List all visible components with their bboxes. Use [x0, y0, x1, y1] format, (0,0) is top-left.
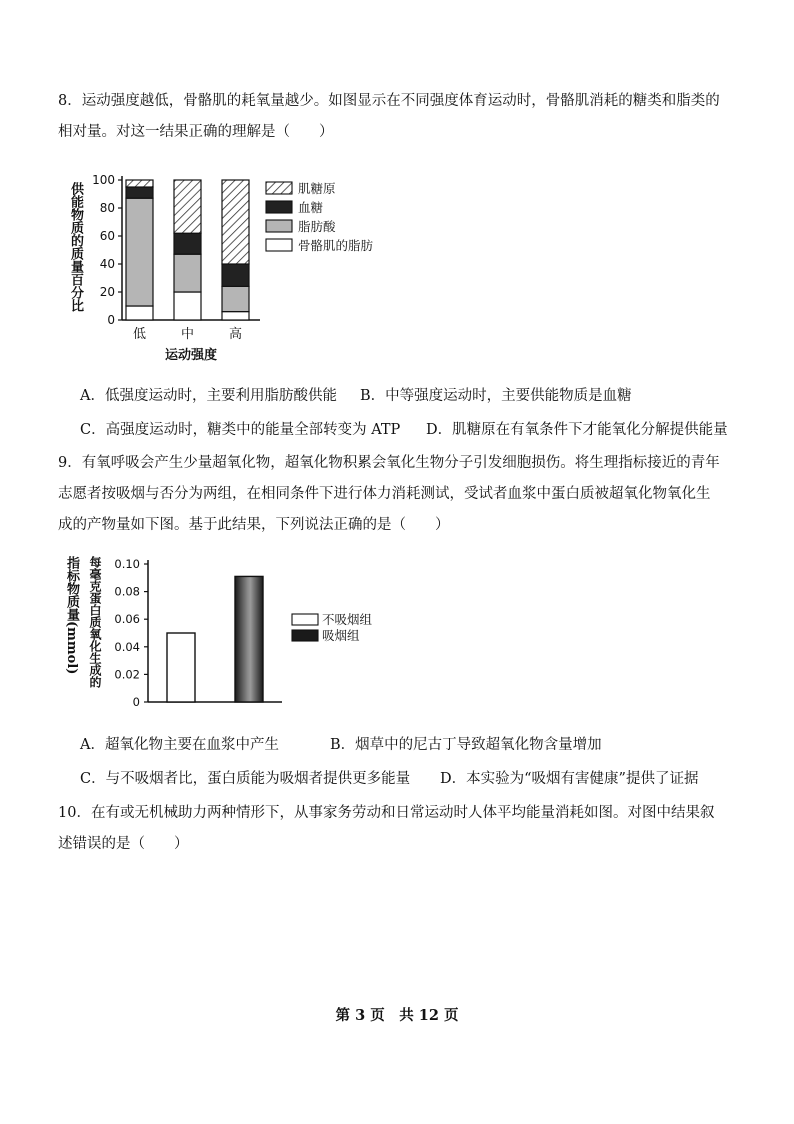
chart2-y-tick-label: 0.08	[114, 584, 140, 599]
chart2-y-tick-label: 0	[132, 695, 140, 709]
chart1-legend-swatch	[266, 239, 292, 251]
q9-option-a: A．超氧化物主要在血浆中产生	[80, 737, 279, 753]
chart1-legend-label: 肌糖原	[298, 181, 336, 196]
chart1-bar-segment	[222, 180, 249, 264]
chart1-bar-segment	[126, 306, 153, 320]
chart1-y-tick-label: 80	[99, 201, 115, 215]
chart2-y-tick-label: 0.04	[114, 639, 140, 654]
question-10-line-2: 述错误的是（ ）	[58, 836, 189, 852]
question-10	[58, 798, 748, 860]
chart1-x-tick-label: 低	[132, 327, 147, 342]
q8-option-a: A．低强度运动时，主要利用脂肪酸供能	[80, 388, 337, 404]
chart2-y-tick-label: 0.02	[114, 667, 140, 682]
question-9-line-3: 成的产物量如下图。基于此结果，下列说法正确的是（ ）	[58, 517, 450, 533]
chart1-bar-segment	[126, 198, 153, 306]
chart1-bar-segment	[174, 180, 201, 233]
oxidation-product-bar-chart	[60, 552, 400, 712]
chart2-legend-label: 吸烟组	[322, 628, 360, 643]
chart1-y-axis-label: 供能物质的质量百分比	[68, 182, 83, 312]
chart2-y-axis-label-inner: 每毫克蛋白质氧化生成的	[88, 556, 102, 688]
q9-option-b: B．烟草中的尼古丁导致超氧化物含量增加	[330, 737, 602, 753]
chart1-bar-segment	[174, 233, 201, 254]
question-8-line-2: 相对量。对这一结果正确的理解是（ ）	[58, 124, 334, 140]
q9-option-c: C．与不吸烟者比，蛋白质能为吸烟者提供更多能量	[80, 771, 411, 787]
question-8-line-1: 8．运动强度越低，骨骼肌的耗氧量越少。如图显示在不同强度体育运动时，骨骼肌消耗的糖类和脂类的	[58, 93, 720, 109]
chart1-y-tick-label: 0	[107, 313, 115, 327]
q8-option-b: B．中等强度运动时，主要供能物质是血糖	[360, 388, 632, 404]
chart2-legend-swatch	[292, 614, 318, 625]
q9-option-d: D．本实验为“吸烟有害健康”提供了证据	[440, 771, 699, 787]
chart1-y-tick-label: 100	[92, 173, 115, 187]
chart1-x-tick-label: 中	[180, 327, 195, 342]
chart1-legend-label: 脂肪酸	[298, 219, 336, 234]
chart2-bar	[235, 576, 263, 702]
chart1-y-tick-label: 60	[99, 229, 115, 243]
chart1-bar-segment	[222, 264, 249, 286]
chart1-y-tick-label: 40	[99, 257, 115, 271]
chart2-y-tick-label: 0.06	[114, 612, 140, 627]
chart2-bar	[167, 633, 195, 702]
question-9	[58, 448, 748, 541]
chart2-legend-label: 不吸烟组	[322, 612, 373, 627]
chart1-x-tick-label: 高	[228, 327, 243, 342]
chart2-y-tick-label: 0.10	[114, 557, 140, 571]
question-9-line-1: 9．有氧呼吸会产生少量超氧化物，超氧化物积累会氧化生物分子引发细胞损伤。将生理指标接近的青年	[58, 455, 720, 471]
chart1-bar-segment	[222, 312, 249, 320]
page-number: 第 3 页 共 12 页	[335, 1007, 459, 1024]
chart1-bar-segment	[174, 254, 201, 292]
question-10-line-1: 10．在有或无机械助力两种情形下，从事家务劳动和日常运动时人体平均能量消耗如图。对图中结果叙	[58, 805, 715, 821]
chart1-bar-segment	[126, 187, 153, 198]
chart1-legend-swatch	[266, 182, 292, 194]
chart1-bar-segment	[222, 286, 249, 311]
chart2-y-axis-label-outer: 指标物质量(mmol)	[64, 556, 79, 675]
chart1-x-axis-label: 运动强度	[165, 348, 218, 363]
q8-option-c: C．高强度运动时，糖类中的能量全部转变为 ATP	[80, 422, 401, 438]
question-9-line-2: 志愿者按吸烟与否分为两组，在相同条件下进行体力消耗测试，受试者血浆中蛋白质被超氧化物氧化生	[58, 486, 711, 502]
q8-option-d: D．肌糖原在有氧条件下才能氧化分解提供能量	[426, 422, 728, 438]
chart1-legend-label: 血糖	[298, 200, 324, 215]
chart1-legend-swatch	[266, 220, 292, 232]
chart1-legend-label: 骨骼肌的脂肪	[298, 238, 374, 253]
energy-source-stacked-bar-chart	[60, 168, 460, 368]
chart1-bar-segment	[174, 292, 201, 320]
question-8	[58, 86, 748, 148]
chart2-legend-swatch	[292, 630, 318, 641]
chart1-legend-swatch	[266, 201, 292, 213]
chart1-y-tick-label: 20	[99, 285, 115, 299]
chart1-bar-segment	[126, 180, 153, 187]
